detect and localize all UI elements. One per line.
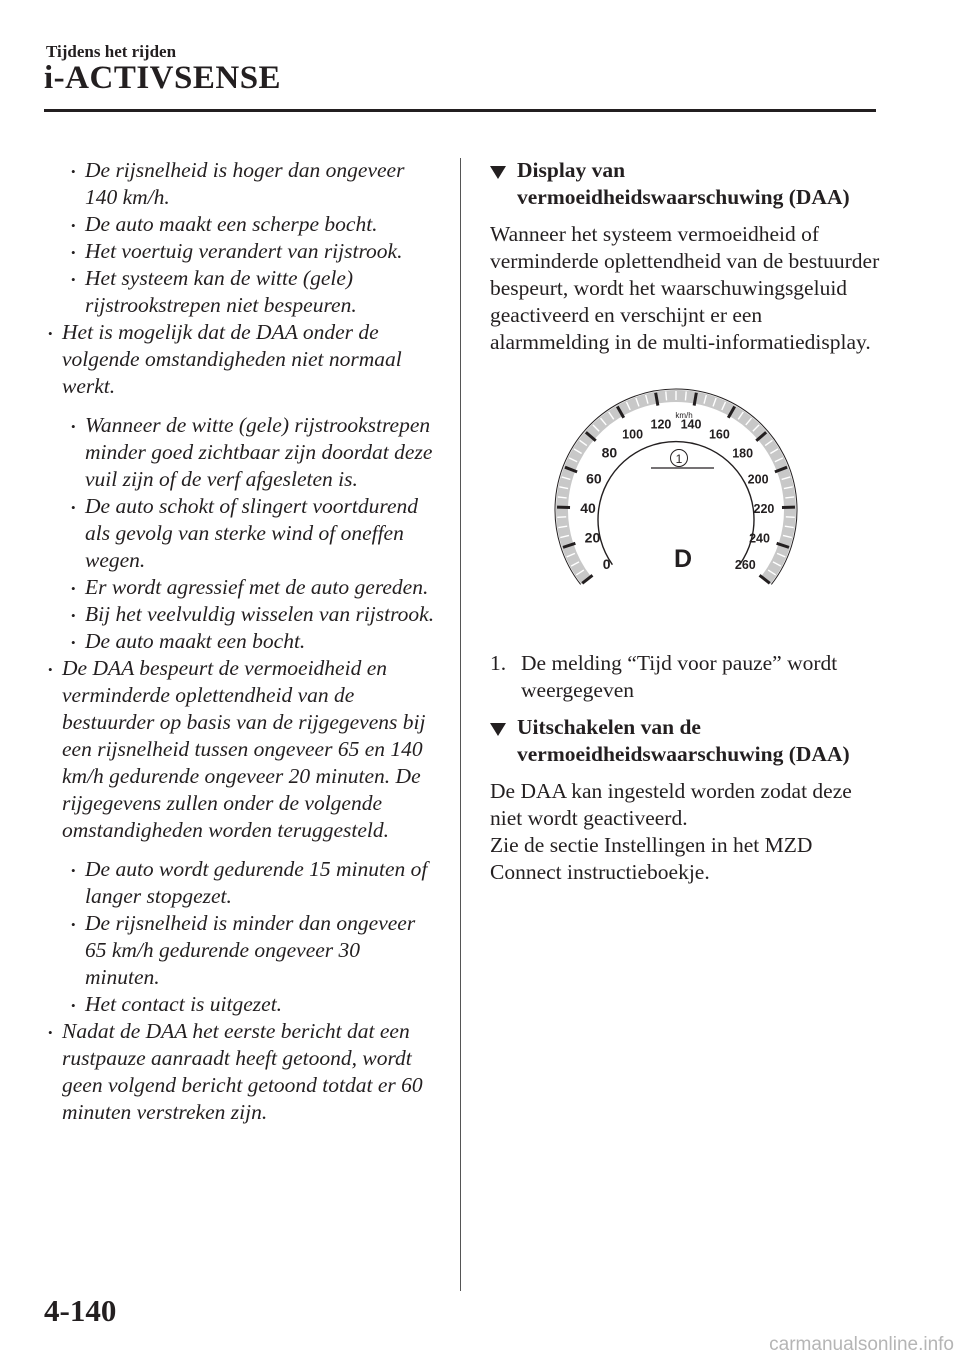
bullet-item: • De auto maakt een scherpe bocht. — [44, 211, 440, 238]
bullet-item: • Het contact is uitgezet. — [44, 991, 440, 1018]
bullet-item: • Wanneer de witte (gele) rijstrookstrepen minder goed zichtbaar zijn doordat deze vuil zijn of de verf afgesleten is. — [44, 412, 440, 493]
bullet-item: • Het is mogelijk dat de DAA onder de volgende omstandigheden niet normaal werkt. — [44, 319, 440, 400]
subheading-text: Uitschakelen van de vermoeidheidswaarschuwing (DAA) — [517, 715, 850, 766]
speed-label: 220 — [753, 501, 775, 516]
speed-label: 140 — [680, 417, 702, 432]
bullet-item: • De auto schokt of slingert voortdurend als gevolg van sterke wind of oneffen wegen. — [44, 493, 440, 574]
speed-label: 20 — [584, 529, 601, 546]
bullet-item: • De DAA bespeurt de vermoeidheid en verminderde oplettendheid van de bestuurder op basis van de rijgegevens bij een rijsnelheid tussen ongeveer 65 en 140 km/h gedurende ongeveer 20 minuten. De rijgegevens zullen onder de volgende omstandigheden worden teruggesteld. — [44, 655, 440, 844]
unit-label: km/h — [675, 411, 693, 420]
paragraph: Zie de sectie Instellingen in het MZD Connect instructieboekje. — [490, 833, 813, 884]
speed-label: 160 — [708, 427, 730, 442]
speedometer-illustration — [546, 370, 806, 650]
minor-tick — [666, 391, 667, 400]
section-label: Tijdens het rijden — [46, 42, 177, 61]
speedometer-svg — [546, 370, 806, 650]
speed-label: 260 — [734, 558, 756, 573]
speed-label: 80 — [601, 444, 618, 461]
minor-tick — [558, 497, 567, 498]
speed-label: 100 — [622, 427, 644, 442]
bullet-item: • Nadat de DAA het eerste bericht dat een rustpauze aanraadt heeft getoond, wordt geen volgend bericht getoond totdat er 60 minuten verstreken zijn. — [44, 1018, 440, 1126]
bullet-item: • Er wordt agressief met de auto gereden. — [44, 574, 440, 601]
page-number: 4-140 — [44, 1293, 117, 1328]
minor-tick — [685, 391, 686, 400]
triangle-marker-icon — [490, 723, 506, 736]
bullet-item: • De rijsnelheid is minder dan ongeveer 65 km/h gedurende ongeveer 30 minuten. — [44, 910, 440, 991]
speed-label: 120 — [650, 417, 672, 432]
speed-label: 240 — [749, 531, 770, 546]
minor-tick — [785, 497, 794, 498]
numbered-item — [490, 650, 880, 704]
header-rule — [44, 109, 876, 112]
column-divider — [460, 158, 461, 1291]
bullet-item: • De auto maakt een bocht. — [44, 628, 440, 655]
speed-label: 0 — [602, 556, 611, 573]
callout-number: 1 — [675, 452, 683, 466]
speed-label: 180 — [732, 446, 754, 461]
speed-label: 40 — [580, 499, 596, 516]
bullet-item: • De auto wordt gedurende 15 minuten of langer stopgezet. — [44, 856, 440, 910]
page-title: i-ACTIVSENSE — [44, 60, 282, 96]
item-text: De melding “Tijd voor pauze” wordt weergegeven — [521, 651, 838, 702]
triangle-marker-icon — [490, 166, 506, 179]
bullet-item: • Bij het veelvuldig wisselen van rijstrook. — [44, 601, 440, 628]
bullet-item: • De rijsnelheid is hoger dan ongeveer 140 km/h. — [44, 157, 440, 211]
left-column — [44, 157, 440, 1126]
gear-indicator: D — [673, 545, 693, 573]
right-column — [490, 157, 880, 886]
subheading-text: Display van vermoeidheidswaarschuwing (DAA) — [517, 158, 850, 209]
bullet-item: • Het voertuig verandert van rijstrook. — [44, 238, 440, 265]
item-number: 1. — [490, 651, 507, 675]
subheading-disable — [490, 714, 880, 768]
subheading-display — [490, 157, 880, 211]
bullet-item: • Het systeem kan de witte (gele) rijstrookstrepen niet bespeuren. — [44, 265, 440, 319]
paragraph: Wanneer het systeem vermoeidheid of verminderde oplettendheid van de bestuurder bespeurt, wordt het waarschuwingsgeluid geactiveerd en verschijnt er een alarmmelding in de multi-informatiedisplay. — [490, 222, 880, 354]
paragraph: De DAA kan ingesteld worden zodat deze niet wordt geactiveerd. — [490, 779, 852, 830]
speed-label: 60 — [586, 470, 602, 487]
watermark: carmanualsonline.info — [769, 1334, 954, 1355]
minor-tick — [557, 517, 566, 518]
speed-label: 200 — [747, 472, 769, 487]
minor-tick — [786, 517, 795, 518]
